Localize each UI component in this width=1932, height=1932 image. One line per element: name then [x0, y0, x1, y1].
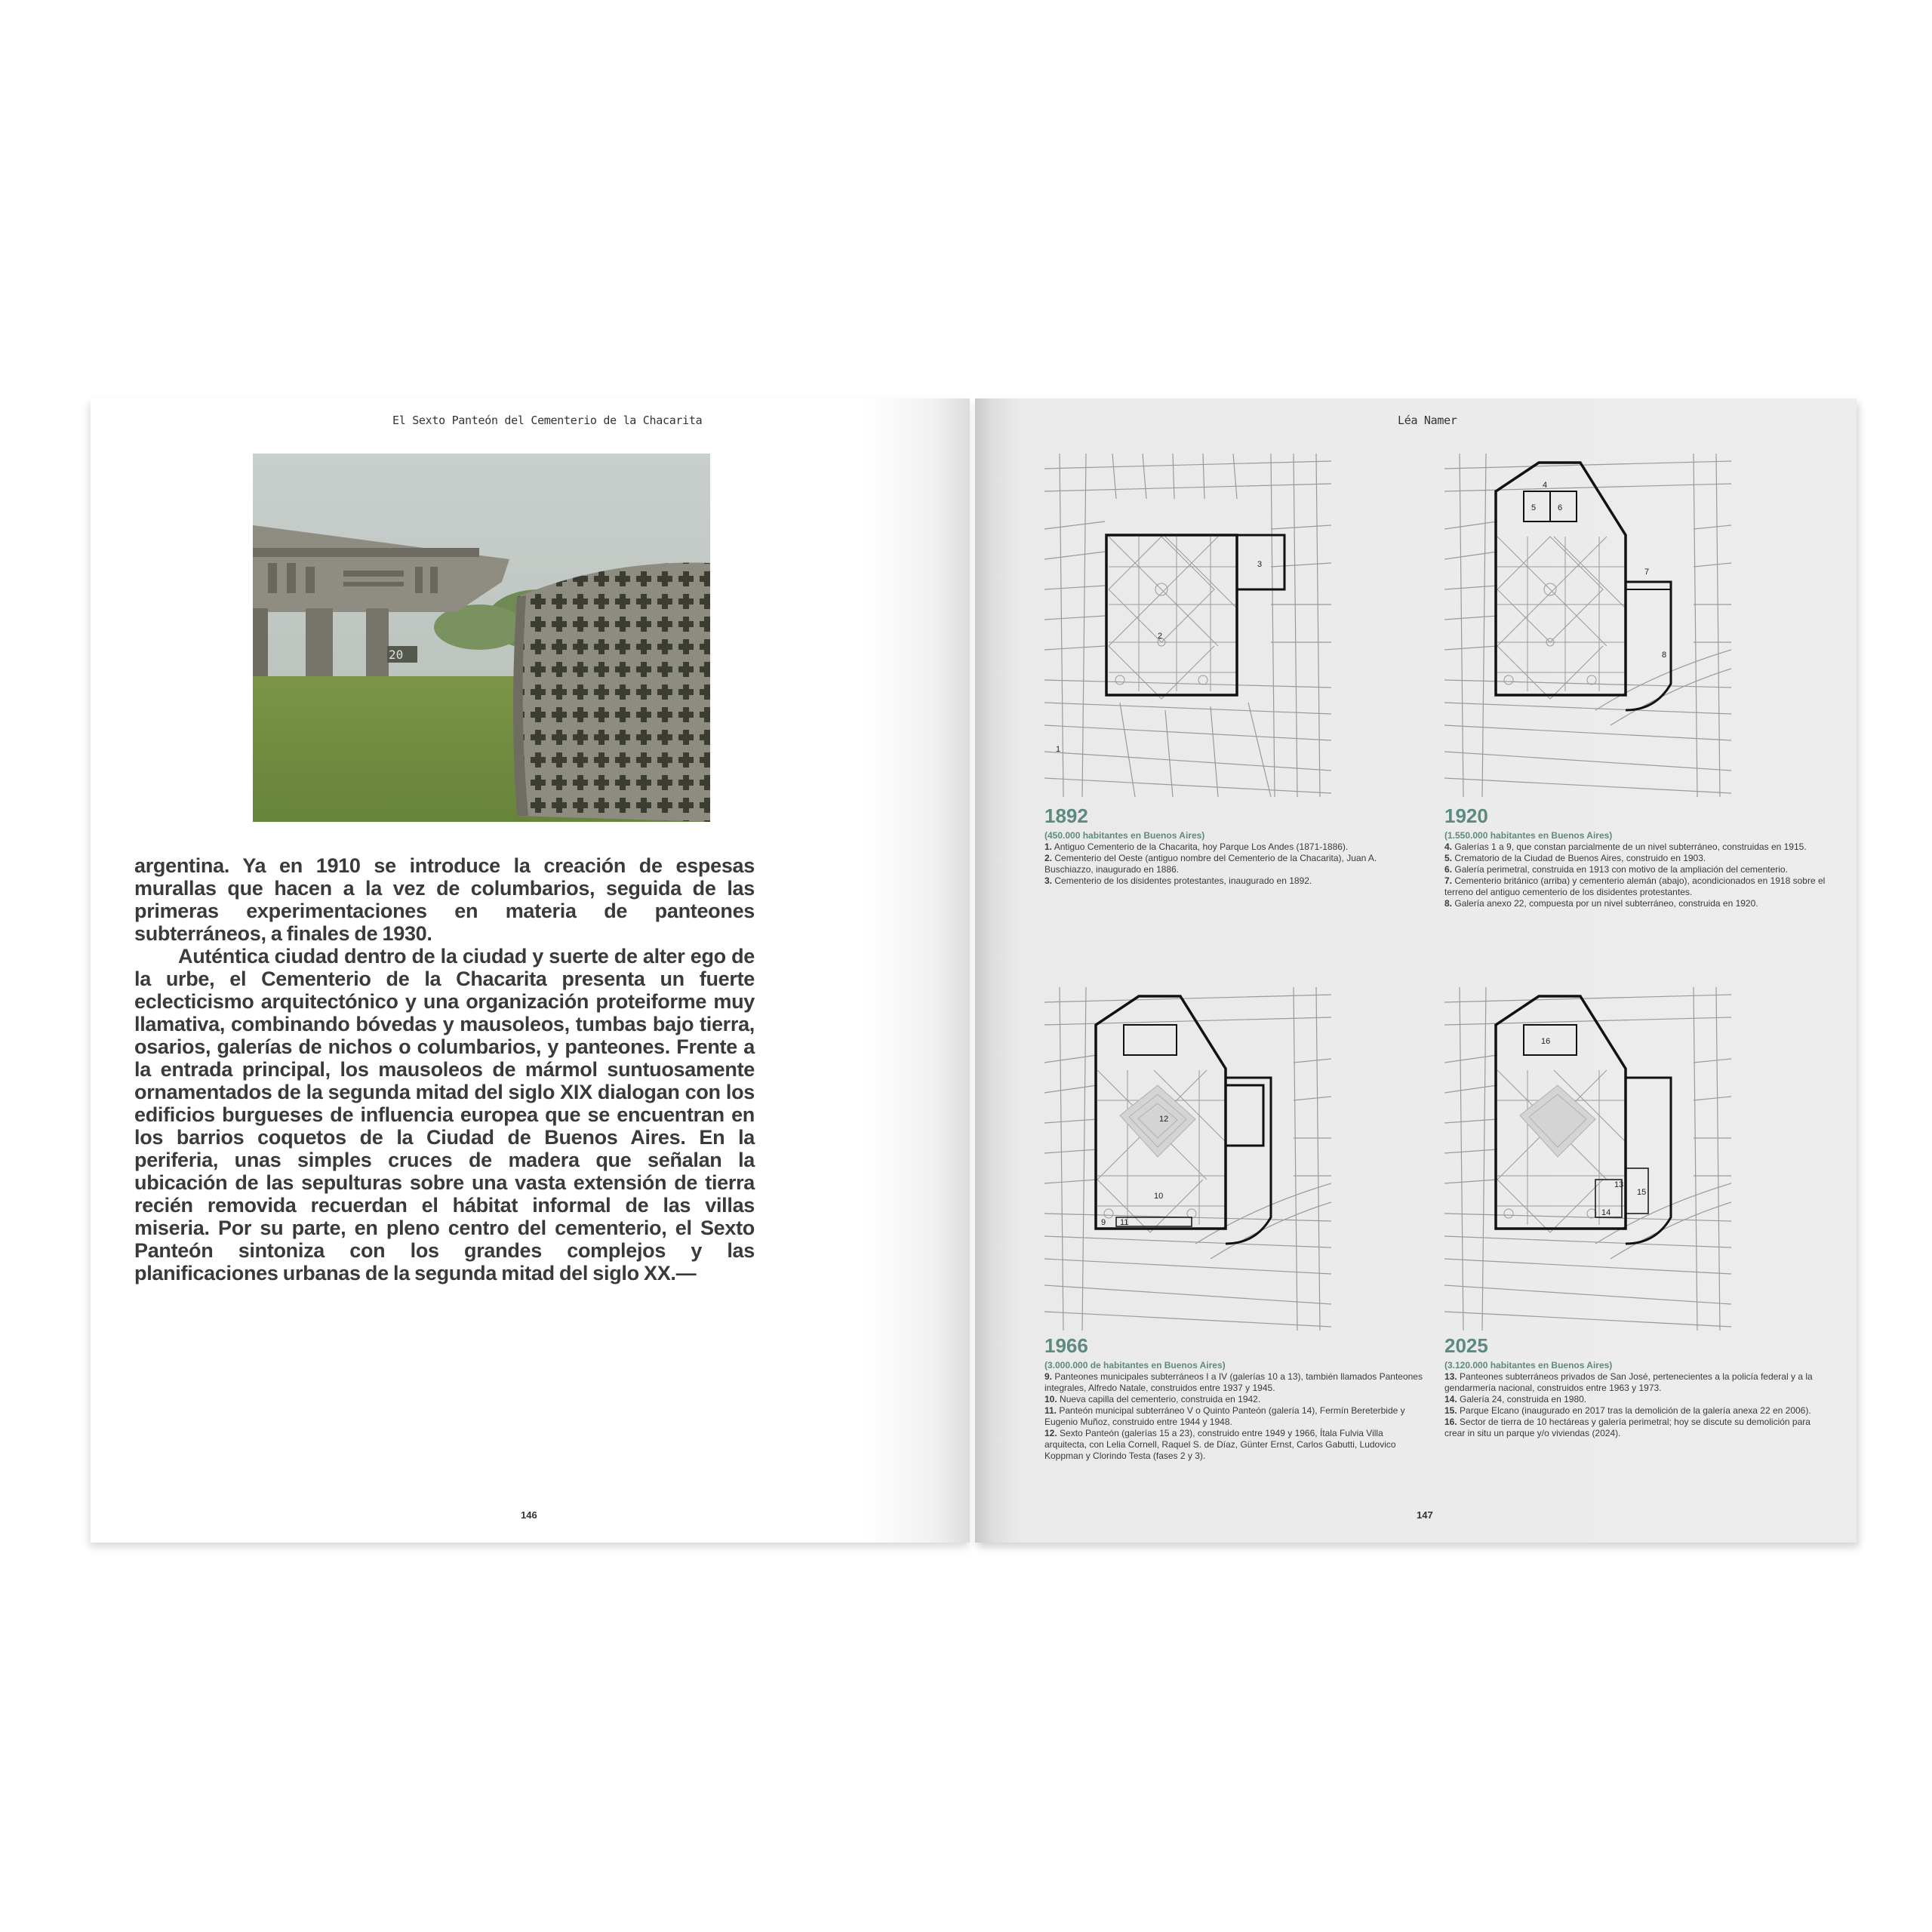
- caption-1920-item-8: 8. Galería anexo 22, compuesta por un nivel subterráneo, construida en 1920.: [1444, 898, 1758, 909]
- map-1966-label-11: 11: [1120, 1218, 1129, 1227]
- caption-1966-year: 1966: [1044, 1334, 1088, 1357]
- caption-2025-item-14: 14. Galería 24, construida en 1980.: [1444, 1394, 1587, 1404]
- caption-2025-item-15: 15. Parque Elcano (inaugurado en 2017 tras la demolición de la galería anexa 22 en 2006).: [1444, 1405, 1811, 1416]
- map-2025-label-14: 14: [1601, 1208, 1611, 1217]
- body-text: [134, 854, 755, 1284]
- page-number-left: 146: [521, 1509, 537, 1521]
- caption-1966-population: (3.000.000 de habitantes en Buenos Aires): [1044, 1360, 1226, 1371]
- right-page: [975, 398, 1857, 1543]
- caption-2025-year: 2025: [1444, 1334, 1488, 1357]
- caption-1920: [1444, 804, 1826, 909]
- caption-1892: [1044, 804, 1426, 887]
- caption-1920-population: (1.550.000 habitantes en Buenos Aires): [1444, 830, 1613, 841]
- left-page: [91, 398, 970, 1543]
- map-1920-label-7: 7: [1644, 568, 1650, 577]
- caption-2025-item-16: 16. Sector de tierra de 10 hectáreas y galería perimetral; hoy se discute su demolición para crear in situ un parque y/o viviendas (2024).: [1444, 1417, 1810, 1438]
- map-1966-label-9: 9: [1101, 1218, 1106, 1227]
- map-1966-label-12: 12: [1159, 1115, 1169, 1124]
- map-1892-label-3: 3: [1257, 560, 1263, 569]
- page-number-right: 147: [1417, 1509, 1433, 1521]
- map-1966-label-10: 10: [1154, 1192, 1164, 1201]
- photo-sign-text: 20: [389, 648, 404, 662]
- caption-1920-item-7: 7. Cementerio británico (arriba) y cementerio alemán (abajo), acondicionados en 1918 sobre el terreno del antiguo cementerio de los disidentes protestantes.: [1444, 875, 1826, 897]
- caption-1966-item-12: 12. Sexto Panteón (galerías 15 a 23), construido entre 1949 y 1966, Ítala Fulvia Villa arquitecta, con Lelia Cornell, Raquel S. de Díaz, Günter Ernst, Carlos Gabutti, Ludovico Koppman y Clorindo Testa (fases 2 y 3).: [1044, 1428, 1396, 1461]
- caption-1920-year: 1920: [1444, 804, 1488, 827]
- map-2025-label-15: 15: [1637, 1188, 1647, 1197]
- map-1966: [1044, 987, 1331, 1331]
- caption-1920-item-5: 5. Crematorio de la Ciudad de Buenos Aires, construido en 1903.: [1444, 853, 1706, 863]
- map-1892: [1044, 454, 1331, 797]
- paragraph-1: argentina. Ya en 1910 se introduce la creación de espesas murallas que hacen a la vez de columbarios, seguida de las primeras experimentaciones en materia de panteones subterráneos, a finales de 1930.: [134, 854, 755, 945]
- caption-2025-item-13: 13. Panteones subterráneos privados de San José, pertenecientes a la policía federal y a la gendarmería nacional, construidos entre 1963 y 1973.: [1444, 1371, 1813, 1393]
- running-head-right: Léa Namer: [1398, 414, 1457, 427]
- caption-1892-item-1: 1. Antiguo Cementerio de la Chacarita, hoy Parque Los Andes (1871-1886).: [1044, 841, 1349, 852]
- caption-1892-year: 1892: [1044, 804, 1088, 827]
- map-1892-label-1: 1: [1056, 745, 1061, 754]
- map-1920-label-8: 8: [1662, 651, 1667, 660]
- running-head-left: El Sexto Panteón del Cementerio de la Chacarita: [392, 414, 703, 427]
- map-2025-label-13: 13: [1614, 1180, 1624, 1189]
- caption-1920-item-4: 4. Galerías 1 a 9, que constan parcialmente de un nivel subterráneo, construidas en 1915.: [1444, 841, 1807, 852]
- map-2025-label-16: 16: [1541, 1037, 1551, 1046]
- caption-1966-item-10: 10. Nueva capilla del cementerio, construida en 1942.: [1044, 1394, 1261, 1404]
- caption-1920-item-6: 6. Galería perimetral, construida en 1913 con motivo de la ampliación del cementerio.: [1444, 864, 1788, 875]
- map-1920: [1444, 454, 1731, 797]
- map-1892-label-2: 2: [1158, 632, 1163, 641]
- map-2025: [1444, 987, 1731, 1331]
- paragraph-2: Auténtica ciudad dentro de la ciudad y suerte de alter ego de la urbe, el Cementerio de la Chacarita presenta un fuerte eclecticismo arquitectónico y una organización proteiforme muy llamativa, combinando bóvedas y mausoleos, tumbas bajo tierra, osarios, galerías de nichos o columbarios, y panteones. Frente a la entrada principal, los mausoleos de mármol suntuosamente ornamentados de la segunda mitad del siglo XIX dialogan con los edificios burgueses de influencia europea que se encuentran en los barrios coquetos de la Ciudad de Buenos Aires. En la periferia, unas simples cruces de madera que señalan la ubicación de las sepulturas sobre una vasta extensión de tierra recién removida recuerdan el hábitat informal de las villas miseria. Por su parte, en pleno centro del cementerio, el Sexto Panteón sintoniza con los grandes complejos y las planificaciones urbanas de la segunda mitad del siglo XX.—: [134, 945, 755, 1284]
- map-1920-label-5: 5: [1531, 503, 1537, 512]
- caption-2025: [1444, 1334, 1826, 1439]
- cemetery-photo: [253, 454, 710, 822]
- caption-1966-item-9: 9. Panteones municipales subterráneos I a IV (galerías 10 a 13), también llamados Panteones integrales, Alfredo Natale, construidos entre 1937 y 1945.: [1044, 1371, 1423, 1393]
- caption-1892-population: (450.000 habitantes en Buenos Aires): [1044, 830, 1205, 841]
- caption-2025-population: (3.120.000 habitantes en Buenos Aires): [1444, 1360, 1613, 1371]
- caption-1966: [1044, 1334, 1426, 1462]
- caption-1892-item-3: 3. Cementerio de los disidentes protestantes, inaugurado en 1892.: [1044, 875, 1312, 886]
- map-1920-label-4: 4: [1543, 481, 1548, 490]
- map-1920-label-6: 6: [1558, 503, 1563, 512]
- caption-1966-item-11: 11. Panteón municipal subterráneo V o Quinto Panteón (galería 14), Fermín Bereterbide y Eugenio Muñoz, construido entre 1944 y 1948.: [1044, 1405, 1405, 1427]
- caption-1892-item-2: 2. Cementerio del Oeste (antiguo nombre del Cementerio de la Chacarita), Juan A. Buschiazzo, inaugurado en 1886.: [1044, 853, 1377, 875]
